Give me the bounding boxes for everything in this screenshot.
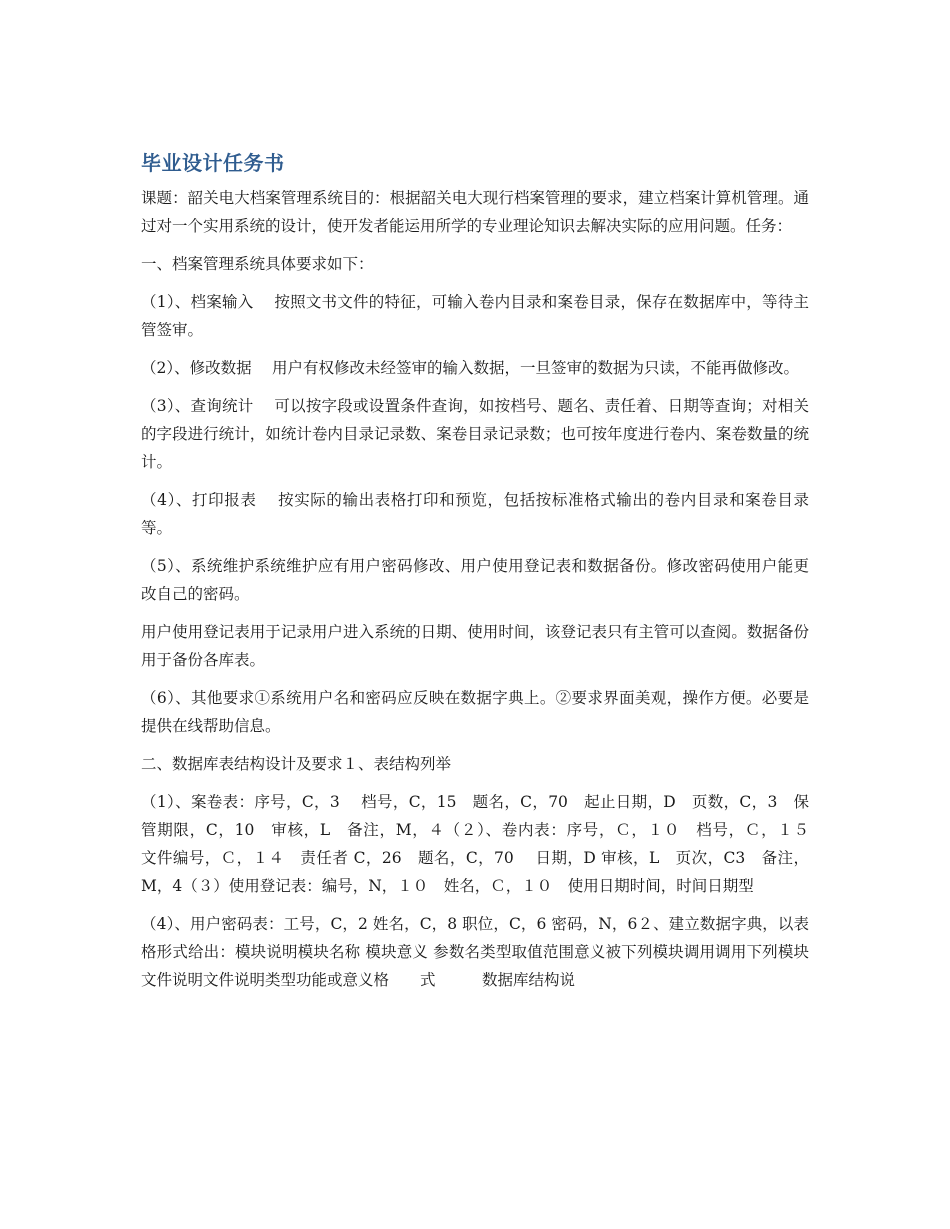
paragraph-item-5: （5）、系统维护系统维护应有用户密码修改、用户使用登记表和数据备份。修改密码使用户能更改自己的密码。: [141, 557, 809, 603]
paragraph-usage-log: 用户使用登记表用于记录用户进入系统的日期、使用时间，该登记表只有主管可以查阅。数据备份用于备份各库表。: [141, 623, 809, 669]
paragraph-section-1-heading: 一、档案管理系统具体要求如下：: [141, 255, 374, 273]
paragraph-password-table: （4）、用户密码表：工号，C，2 姓名，C，8 职位，C，6 密码，N，6２、建立数据字典，以表格形式给出：模块说明模块名称 模块意义 参数名类型取值范围意义被下列模块调用调用下列模块 文件说明文件说明类型功能或意义格 式 数据库结构说: [141, 915, 861, 989]
document-page: [141, 148, 861, 1002]
paragraph-item-1: （1）、档案输入 按照文书文件的特征，可输入卷内目录和案卷目录，保存在数据库中，等待主管签审。: [141, 293, 809, 339]
paragraph-section-2-heading: 二、数据库表结构设计及要求１、表结构列举: [141, 755, 452, 773]
document-title: 毕业设计任务书: [141, 151, 285, 175]
paragraph-item-4: （4）、打印报表 按实际的输出表格打印和预览，包括按标准格式输出的卷内目录和案卷目录等。: [141, 491, 809, 537]
paragraph-intro: 课题：韶关电大档案管理系统目的：根据韶关电大现行档案管理的要求，建立档案计算机管理。通过对一个实用系统的设计，使开发者能运用所学的专业理论知识去解决实际的应用问题。任务：: [141, 189, 809, 235]
paragraph-item-3: （3）、查询统计 可以按字段或设置条件查询，如按档号、题名、责任着、日期等查询；对相关的字段进行统计，如统计卷内目录记录数、案卷目录记录数；也可按年度进行卷内、案卷数量的统计。: [141, 397, 809, 471]
paragraph-item-6: （6）、其他要求①系统用户名和密码应反映在数据字典上。②要求界面美观，操作方便。必要是提供在线帮助信息。: [141, 689, 809, 735]
paragraph-item-2: （2）、修改数据 用户有权修改未经签审的输入数据，一旦签审的数据为只读，不能再做修改。: [141, 359, 800, 377]
paragraph-table-structures: （1）、案卷表：序号，C，3 档号，C，15 题名，C，70 起止日期，D 页数，C，3 保管期限，C，10 审核，L 备注，M，４（２）、卷内表：序号，Ｃ，１０ 档号，Ｃ，１５ 文件编号，Ｃ，１４ 责任者 C，26 题名，C，70 日期，D 审核，L 页次，C3 备注，M，4（３）使用登记表：编号，N，１０ 姓名，Ｃ，１０ 使用日期时间，时间日期型: [141, 793, 825, 895]
